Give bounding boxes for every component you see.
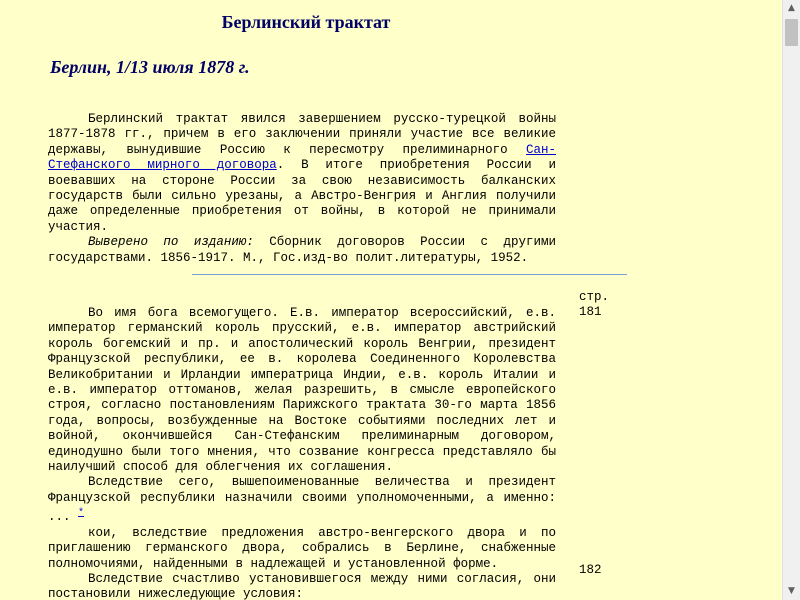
source-text: Сборник договоров России с другими государствами. 1856-1917. М., Гос.изд-во полит.литературы, 1952.: [48, 235, 556, 265]
intro-section: [48, 112, 556, 266]
source-label: Выверено по изданию:: [88, 235, 254, 250]
footnote-link[interactable]: *: [78, 508, 85, 520]
treaty-text: [48, 306, 556, 600]
vertical-scrollbar[interactable]: [782, 0, 800, 600]
san-stefano-treaty-link[interactable]: Сан-Стефанского мирного договора: [48, 142, 556, 173]
scroll-up-icon[interactable]: ▲: [783, 0, 800, 17]
page-marker-181: [579, 290, 609, 321]
source-paragraph: [48, 235, 556, 266]
conditions-paragraph: Вследствие счастливо установившегося между ними согласия, они постановили нижеследующие условия:: [48, 572, 556, 600]
plenipotentiaries-paragraph: [48, 475, 556, 525]
preamble-paragraph: Во имя бога всемогущего. Е.в. император всероссийский, е.в. император германский король прусский, е.в. император австрийский король богемский и пр. и апостолический король Венгрии, президент Французской республики, ее в. королева Соединенного Королевства Великобритании и Ирландии императрица Индии, е.в. король Италии и е.в. император оттоманов, желая разрешить, в смысле европейского строя, согласно постановлениям Парижского трактата 30-го марта 1856 года, вопросы, возбужденные на Востоке событиями последних лет и войной, окончившейся Сан-Стефанским прелиминарным договором, единодушно были того мнения, что созвание конгресса представляло бы наилучший способ для облегчения их соглашения.: [48, 306, 556, 475]
page-subtitle: Берлин, 1/13 июля 1878 г.: [50, 57, 250, 77]
congress-paragraph: кои, вследствие предложения австро-венгерского двора и по приглашению германского двора, собрались в Берлине, снабженные полномочиями, найденными в надлежащей и установленной форме.: [48, 525, 556, 571]
intro-text-after-link: . В итоге приобретения России и воевавших на стороне России за свою независимость балканских государств были сильно урезаны, а Австро-Венгрия и Англия получили даже определенные приобретения от войны, в которой не принимали участия.: [48, 158, 556, 234]
page-label: стр.: [579, 290, 610, 304]
scrollbar-thumb[interactable]: [785, 19, 798, 46]
plenipotentiaries-text: Вследствие сего, вышепоименованные величества и президент Французской республики назначили своими уполномоченными, а именно: ...: [48, 475, 556, 525]
intro-paragraph: [48, 112, 556, 235]
page-number-181: 181: [579, 305, 602, 320]
intro-text-before-link: Берлинский трактат явился завершением русско-турецкой войны 1877-1878 гг., причем в его заключении приняли участие все великие державы, вынудившие Россию к пересмотру прелиминарного: [48, 112, 556, 157]
page-title: Берлинский трактат: [221, 12, 391, 32]
section-divider: [192, 274, 627, 275]
scroll-down-icon[interactable]: ▼: [783, 583, 800, 600]
page-number-182: 182: [579, 563, 602, 577]
